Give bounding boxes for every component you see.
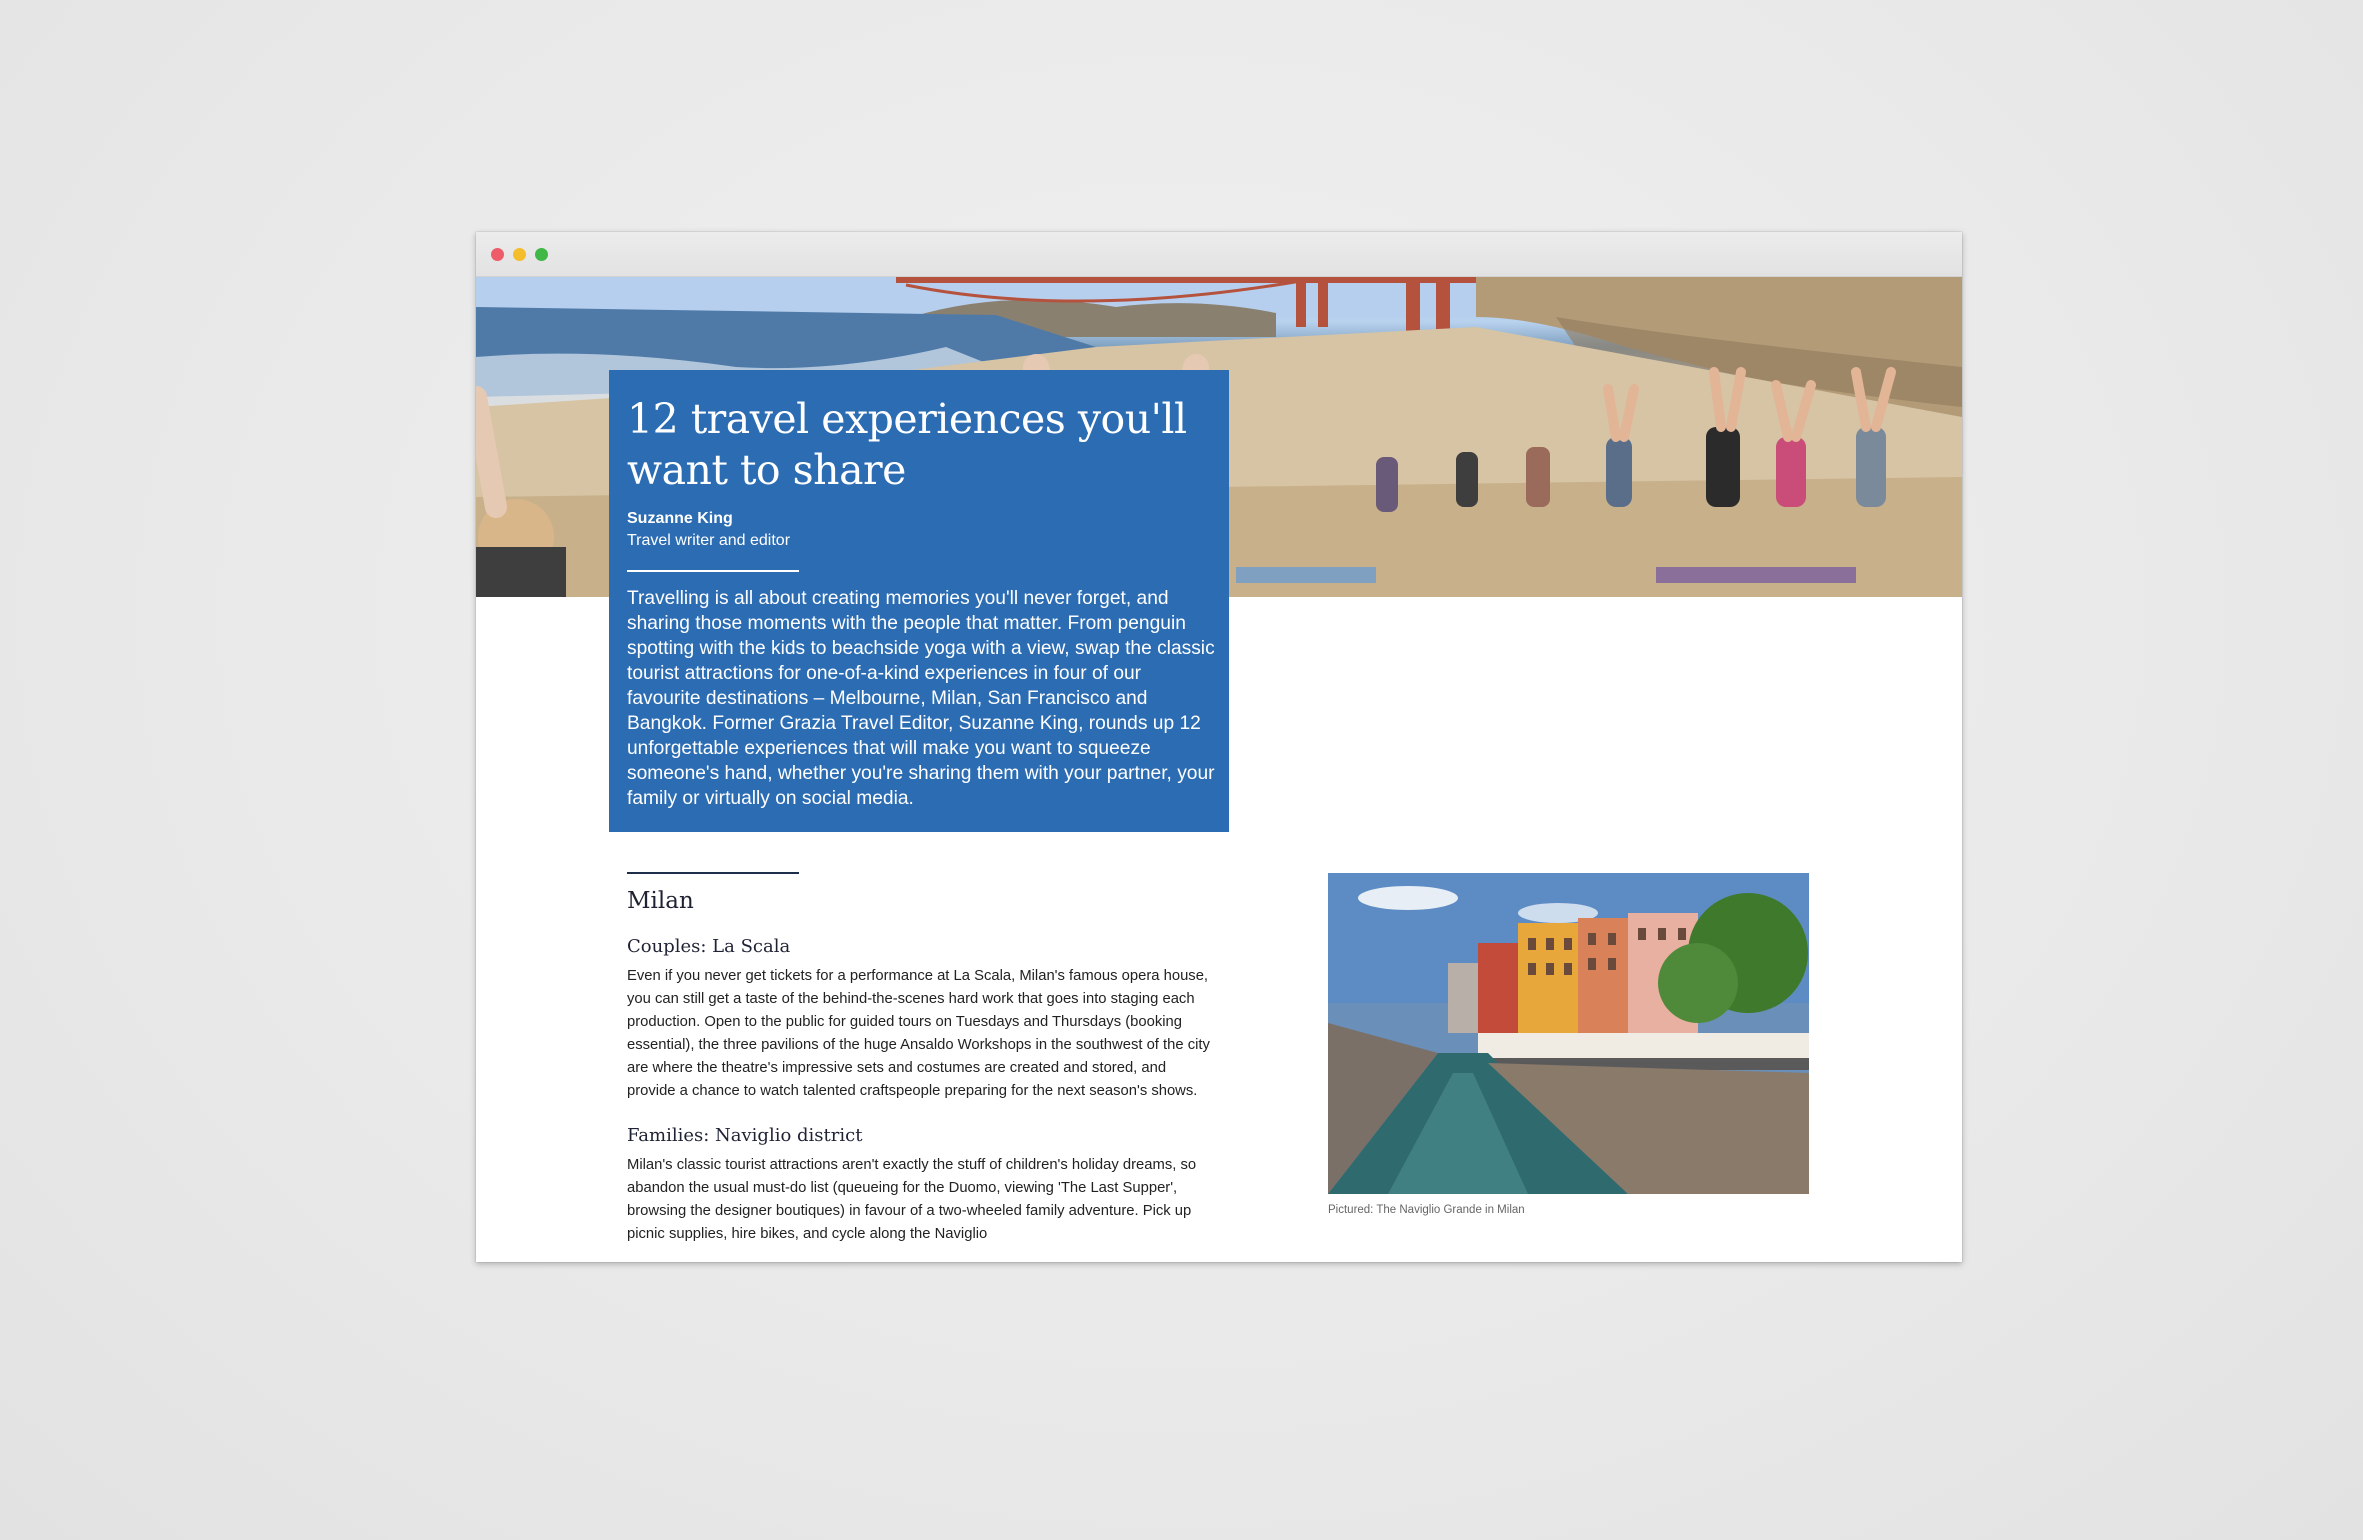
couples-heading: Couples: La Scala [627,936,791,957]
article-title: 12 travel experiences you'll want to share [627,395,1187,494]
minimize-window-button[interactable] [513,248,526,261]
article-intro: Travelling is all about creating memories you'll never forget, and sharing those moments with the people that matter. From penguin spotting with the kids to beachside yoga with a view, swap the classic tourist attractions for one-of-a-kind experiences in four of our favourite destinations – Melbourne, Milan, San Francisco and Bangkok. Former Grazia Travel Editor, Suzanne King, rounds up 12 unforgettable experiences that will make you want to squeeze someone's hand, whether you're sharing them with your partner, your family or virtually on social media. [627,588,1215,809]
couples-text: Even if you never get tickets for a performance at La Scala, Milan's famous opera house, you can still get a taste of the behind-the-scenes hard work that goes into staging each production. Open to the public for guided tours on Tuesdays and Thursdays (booking essential), the three pavilions of the huge Ansaldo Workshops in the southwest of the city are where the theatre's impressive sets and costumes are created and stored, and provide a chance to watch talented craftspeople preparing for the next season's shows. [627,968,1210,1099]
section-divider [627,872,799,874]
header-divider [627,570,799,572]
image-caption: Pictured: The Naviglio Grande in Milan [1328,1204,1525,1216]
families-text: Milan's classic tourist attractions aren't exactly the stuff of children's holiday dreams, so abandon the usual must-do list (queueing for the Duomo, viewing 'The Last Supper', browsing the designer boutiques) in favour of a two-wheeled family adventure. Pick up picnic supplies, hire bikes, and cycle along the Naviglio [627,1157,1197,1242]
milan-section [627,872,1227,1246]
canal-illustration [1328,873,1809,1194]
section-title: Milan [627,888,694,914]
naviglio-image [1328,873,1809,1194]
article-header-card [609,370,1229,832]
title-bar [476,232,1962,277]
families-heading: Families: Naviglio district [627,1125,863,1146]
close-window-button[interactable] [491,248,504,261]
author-name: Suzanne King [627,510,733,527]
browser-window [476,232,1962,1262]
maximize-window-button[interactable] [535,248,548,261]
author-role: Travel writer and editor [627,532,791,549]
